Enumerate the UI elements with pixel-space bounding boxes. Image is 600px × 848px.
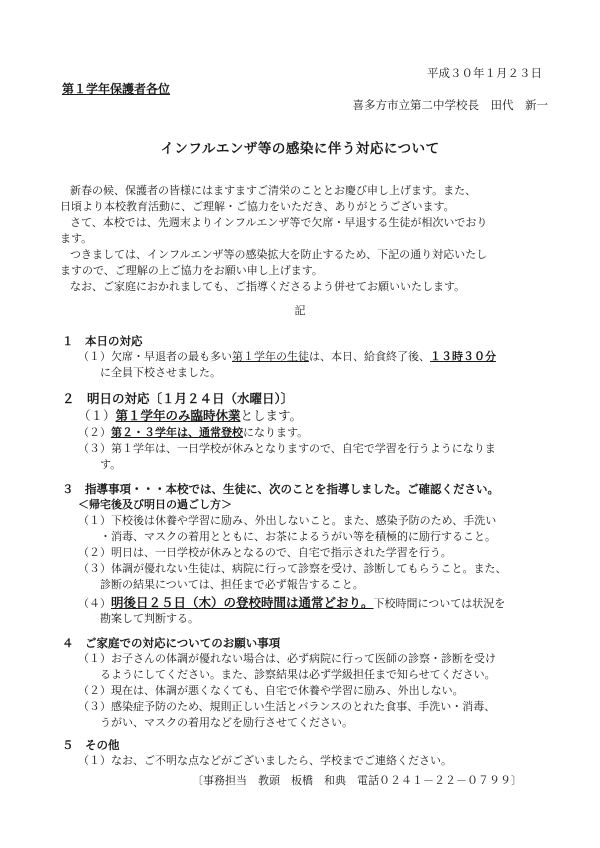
section-5-heading: ５ その他 [62,738,120,752]
contact-footer: 〔事務担当 教頭 板橋 和典 電話０２４１－２２－０７９９〕 [192,774,522,787]
section-2-item-3: （３）第１学年は、一日学校が休みとなりますので、自宅で学習を行うようになりま [78,442,496,455]
intro-line: さて、本校では、先週末よりインフルエンザ等で欠席・早退する生徒が相次いでおり [70,216,488,229]
text: は、本日、給食終了後、 [309,350,430,363]
intro-line: つきましては、インフルエンザ等の感染拡大を防止するため、下記の通り対応いたし [70,248,488,261]
section-3-subheading: ＜帰宅後及び明日の過ごし方＞ [78,498,232,511]
section-4-item-3: （３）感染症予防のため、規則正しい生活とバランスのとれた食事、手洗い・消毒、 [78,700,496,713]
ki-mark: 記 [294,304,306,317]
emphasis: 第２・３学年は、通常登校 [111,426,243,439]
section-4-item-1: （１）お子さんの体調が優れない場合は、必ず病院に行って医師の診察・診断を受け [78,652,496,665]
section-3-item-1-cont: ・消毒、マスクの着用とともに、お茶によるうがい等を積極的に励行すること。 [100,530,496,543]
section-3-item-4-cont: 勘案して判断する。 [100,612,199,625]
letter-date: 平成３０年１月２３日 [427,66,542,80]
section-1-item [78,350,496,364]
section-4-item-1-cont: るようにしてください。また、診察結果は必ず学級担任まで知らせてください。 [100,668,496,681]
section-4-item-2: （２）現在は、体調が悪くなくても、自宅で休養や学習に励み、外出しない。 [78,684,464,697]
intro-line: なお、ご家庭におかれましても、ご指導くださるよう併せてお願いいたします。 [70,280,466,293]
sender: 喜多方市立第二中学校長 田代 新一 [352,98,548,112]
section-3-item-4 [78,596,505,611]
section-5-item-1: （１）なお、ご不明な点などがございましたら、学校までご連絡ください。 [78,754,452,767]
letter-title: インフルエンザ等の感染に伴う対応について [160,141,440,157]
section-3-item-2: （２）明日は、一日学校が休みとなるので、自宅で指示された学習を行う。 [78,546,452,559]
section-2-item-2 [78,426,308,440]
addressee: 第１学年保護者各位 [62,82,171,96]
section-4-item-3-cont: うがい、マスクの着用などを励行させてください。 [100,716,353,729]
section-4-heading: ４ ご家庭での対応についてのお願い事項 [62,636,281,650]
text: とします。 [240,408,303,423]
intro-line: ますので、ご理解の上ご協力をお願い申し上げます。 [60,264,323,277]
emphasis: 第１学年のみ臨時休業 [115,408,241,423]
text: （２） [78,426,111,439]
intro-line: 新春の候、保護者の皆様にはますますご清栄のこととお慶び申し上げます。また、 [70,184,477,197]
text: 下校時間については状況を [373,597,506,610]
text: （１） [78,408,116,423]
section-3-item-3-cont: 診断の結果については、担任まで必ず報告すること。 [100,578,364,591]
text: になります。 [243,426,309,439]
emphasis: 第１学年の生徒 [232,350,309,363]
emphasis: １３時３０分 [430,350,496,363]
section-1-item-cont: に全員下校させました。 [100,366,221,379]
intro-line: ます。 [60,232,93,245]
section-3-item-1: （１）下校後は休養や学習に励み、外出しないこと。また、感染予防のため、手洗い [78,514,497,527]
section-2-item-1 [78,409,302,423]
emphasis: 明後日２５日（木）の登校時間は通常どおり。 [111,595,374,610]
text: （１）欠席・早退者の最も多い [78,350,232,363]
section-3-item-3: （３）体調が優れない生徒は、病院に行って診察を受け、診断してもらうこと。また、 [78,562,507,575]
intro-line: 日頃より本校教育活動に、ご理解・ご協力をいただき、ありがとうございます。 [60,200,455,213]
section-2-heading: ２ 明日の対応〔１月２４日（水曜日）〕 [62,391,294,406]
section-3-heading: ３ 指導事項・・・本校では、生徒に、次のことを指導しました。ご確認ください。 [62,482,499,496]
section-2-item-3-cont: す。 [100,458,122,471]
section-1-heading: １ 本日の対応 [62,334,143,348]
text: （４） [78,597,111,610]
